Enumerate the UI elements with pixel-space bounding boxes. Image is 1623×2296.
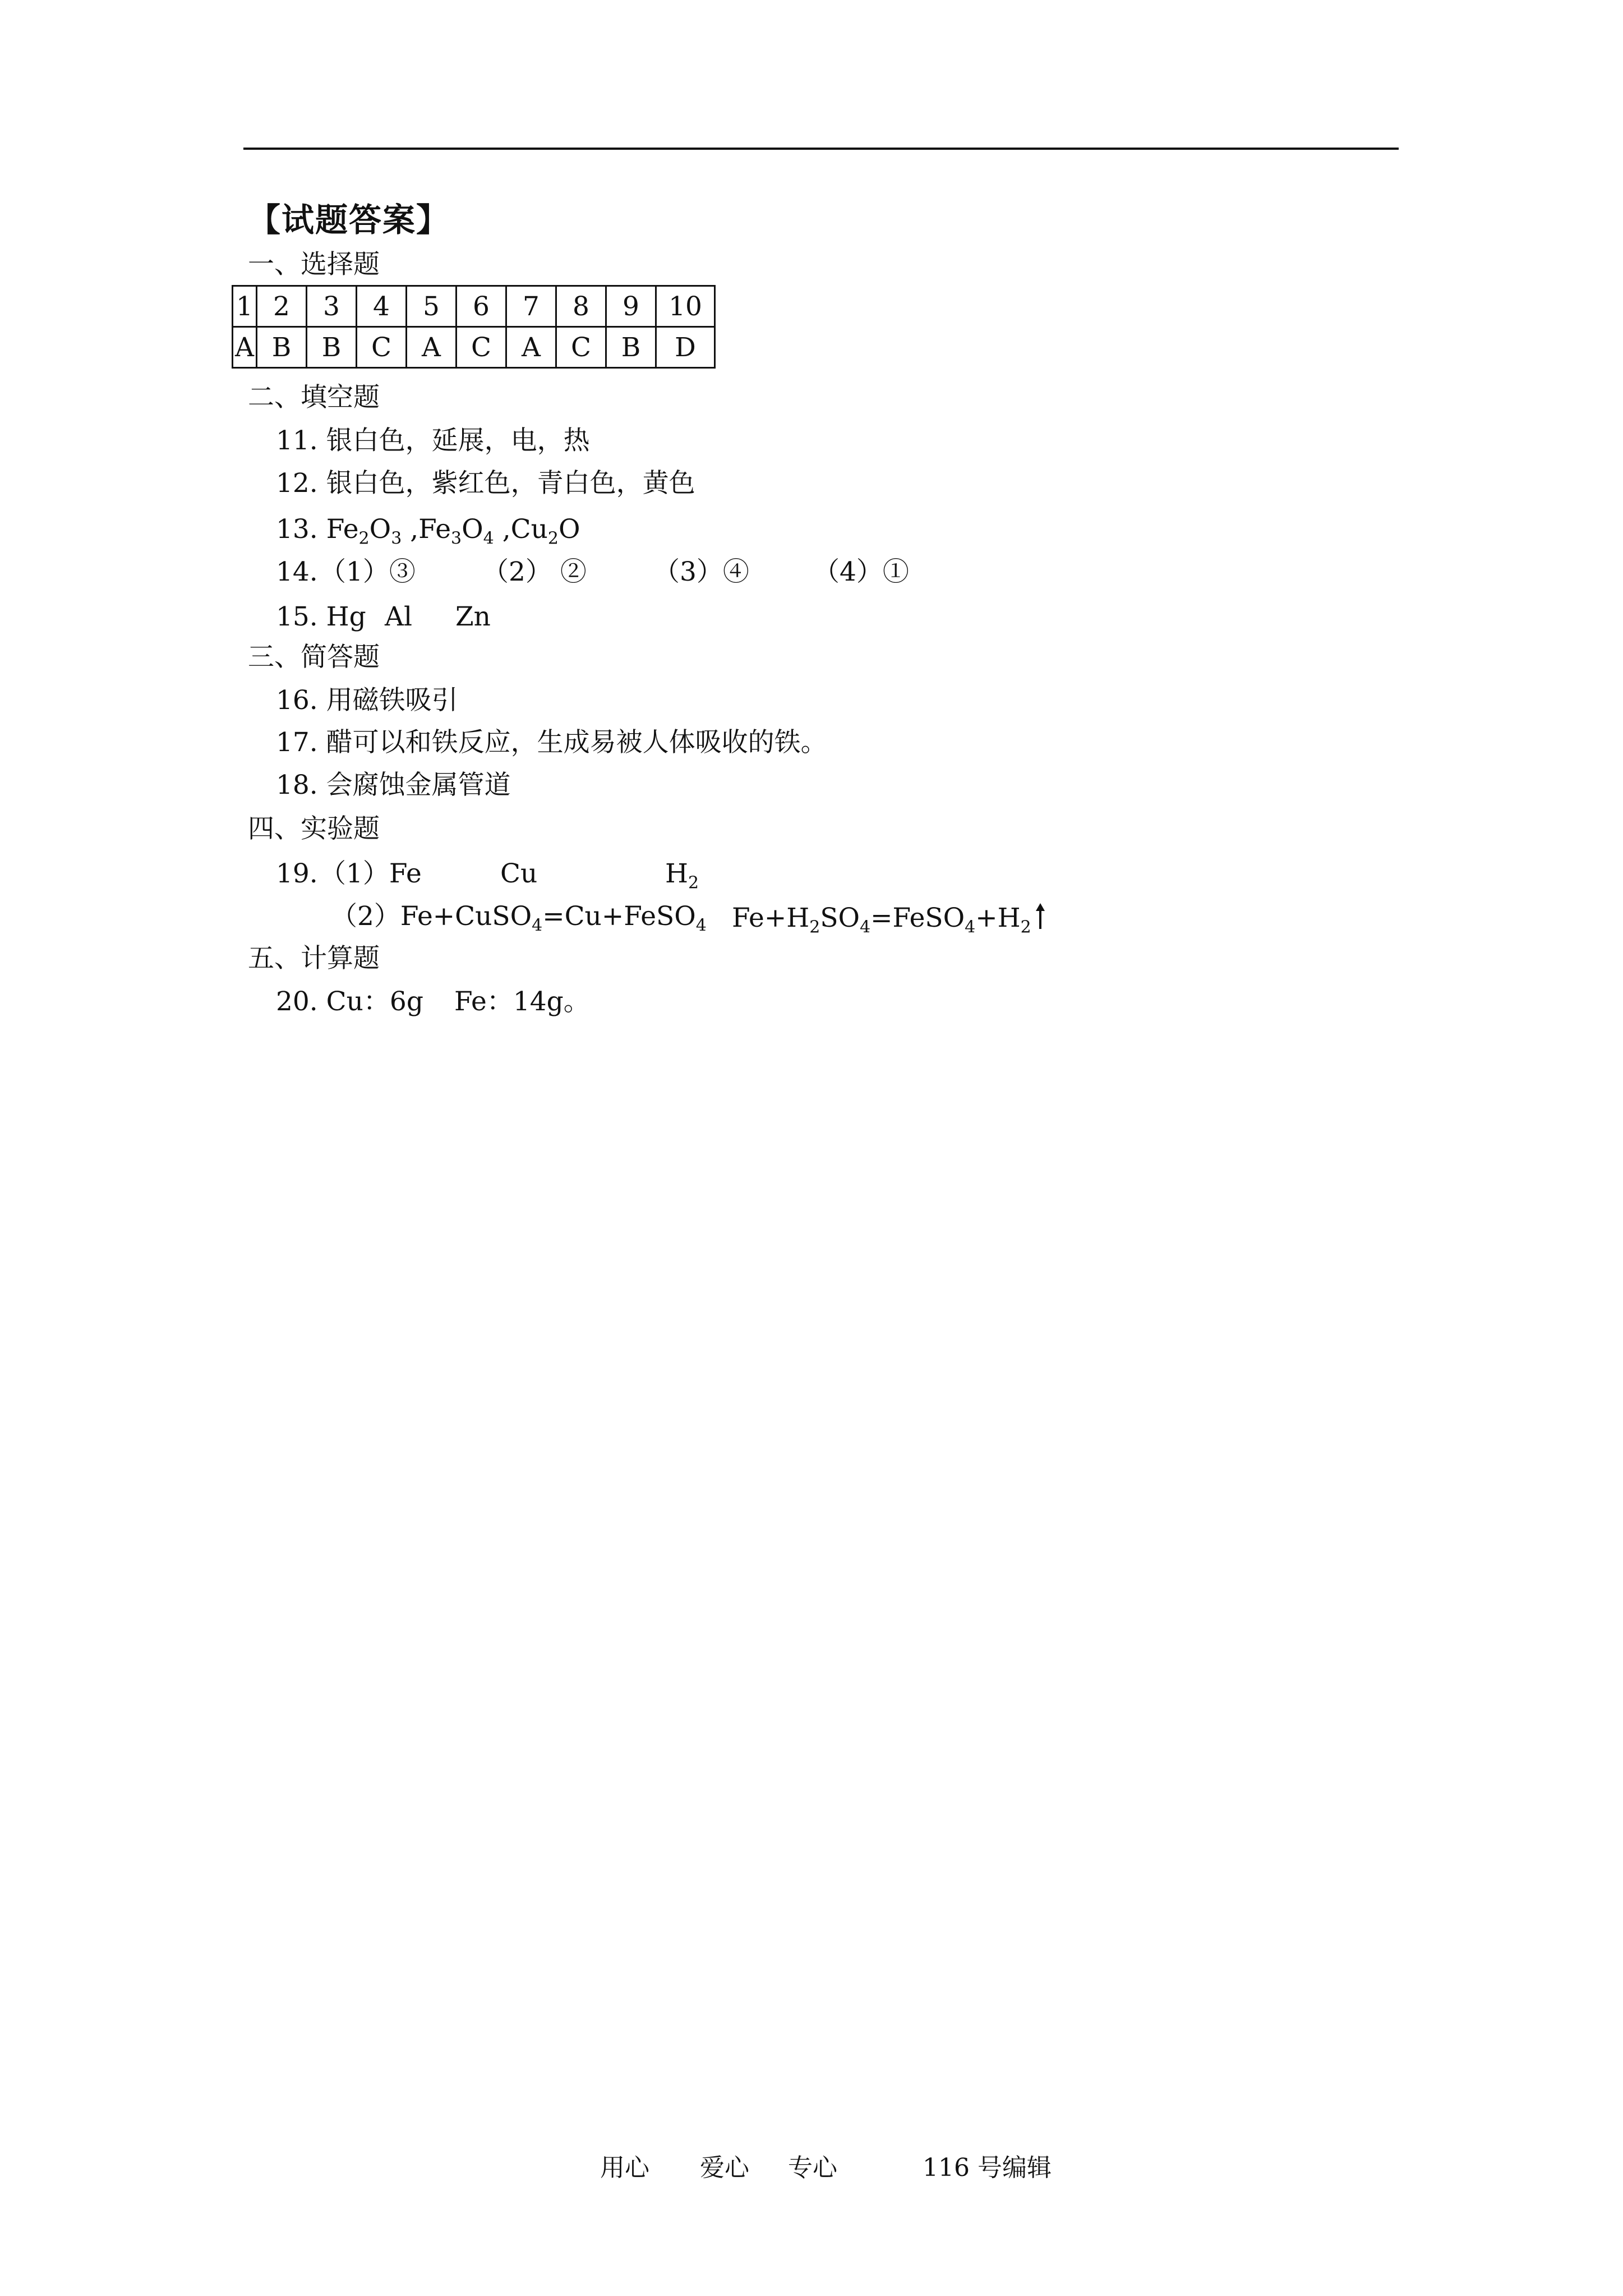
formula-text: O	[558, 514, 580, 545]
section-experiment: 四、实验题	[248, 813, 380, 844]
answer-14-part1: （1）③	[320, 556, 416, 587]
subscript: 2	[688, 873, 699, 893]
answer-19-h2	[665, 858, 699, 893]
table-cell: 4	[357, 286, 407, 327]
table-row-numbers	[233, 286, 715, 327]
subscript: 4	[532, 915, 543, 936]
formula-text: O	[369, 514, 391, 545]
answer-number: 13.	[276, 514, 326, 545]
answer-17: 17. 醋可以和铁反应，生成易被人体吸收的铁。	[276, 727, 827, 758]
answer-title: 【试题答案】	[248, 201, 450, 239]
table-cell: 8	[556, 286, 606, 327]
answer-15-al: Al	[385, 601, 412, 632]
formula-text: =FeSO	[870, 903, 965, 933]
subscript: 2	[547, 528, 559, 549]
formula-text: H	[665, 858, 688, 889]
footer-text-3: 专心	[788, 2154, 837, 2182]
table-row-answers	[233, 327, 715, 368]
table-cell: D	[656, 327, 715, 368]
answer-19-equation-1	[331, 903, 707, 934]
table-cell: B	[307, 327, 357, 368]
subscript: 3	[451, 528, 462, 549]
table-cell: A	[506, 327, 556, 368]
table-cell: 10	[656, 286, 715, 327]
answer-19-equation-2	[732, 903, 1045, 936]
gas-up-arrow-icon	[1036, 903, 1045, 929]
subscript: 4	[860, 917, 871, 937]
table-cell: 3	[307, 286, 357, 327]
answer-18: 18. 会腐蚀金属管道	[276, 770, 511, 800]
formula-text: ,Cu	[494, 514, 548, 545]
table-cell: A	[233, 327, 257, 368]
answer-14-part2: （2） ②	[482, 556, 587, 587]
subscript: 4	[483, 528, 494, 549]
table-cell: 2	[257, 286, 307, 327]
footer-text-1: 用心	[600, 2154, 649, 2182]
subscript: 4	[695, 915, 707, 936]
table-cell: C	[357, 327, 407, 368]
formula-text: Fe	[326, 514, 359, 545]
formula-text: Fe+H	[732, 903, 810, 933]
answer-19-number: 19.	[276, 858, 318, 889]
answer-19-part1: （1）Fe	[320, 858, 422, 889]
table-cell: C	[556, 327, 606, 368]
formula-text: SO	[820, 903, 860, 933]
table-cell: 1	[233, 286, 257, 327]
answer-table	[232, 285, 716, 369]
table-cell: 6	[457, 286, 506, 327]
subscript: 2	[358, 528, 370, 549]
section-short-answer: 三、简答题	[248, 642, 380, 673]
table-cell: 5	[407, 286, 457, 327]
footer-text-2: 爱心	[700, 2154, 749, 2182]
answer-14-number: 14.	[276, 556, 318, 587]
table-cell: C	[457, 327, 506, 368]
answer-12: 12. 银白色，紫红色，青白色，黄色	[276, 468, 695, 499]
formula-text: O	[462, 514, 483, 545]
answer-14-part3: （3）④	[653, 556, 749, 587]
formula-text: （2）Fe+CuSO	[331, 901, 532, 932]
table-cell: B	[257, 327, 307, 368]
answer-13	[276, 516, 580, 547]
subscript: 2	[1020, 917, 1031, 937]
subscript: 4	[965, 917, 976, 937]
answer-20-cu: 20. Cu：6g	[276, 986, 423, 1017]
answer-19-cu: Cu	[500, 858, 538, 889]
table-cell: 9	[606, 286, 656, 327]
answer-15-zn: Zn	[455, 601, 491, 632]
section-calculation: 五、计算题	[248, 943, 380, 974]
answer-15-hg: 15. Hg	[276, 601, 366, 632]
table-cell: B	[606, 327, 656, 368]
formula-text: =Cu+FeSO	[542, 901, 696, 932]
table-cell: A	[407, 327, 457, 368]
answer-20-fe: Fe：14g。	[454, 986, 590, 1017]
answer-16: 16. 用磁铁吸引	[276, 685, 458, 716]
subscript: 3	[391, 528, 402, 549]
formula-text: ,Fe	[402, 514, 451, 545]
answer-11: 11. 银白色，延展，电，热	[276, 425, 590, 456]
header-rule	[243, 148, 1399, 150]
section-choice: 一、选择题	[248, 249, 380, 280]
answer-14-part4: （4）①	[813, 556, 909, 587]
section-fill-blank: 二、填空题	[248, 382, 380, 413]
table-cell: 7	[506, 286, 556, 327]
subscript: 2	[809, 917, 820, 937]
footer-editor: 116 号编辑	[923, 2154, 1052, 2182]
formula-text: +H	[975, 903, 1021, 933]
